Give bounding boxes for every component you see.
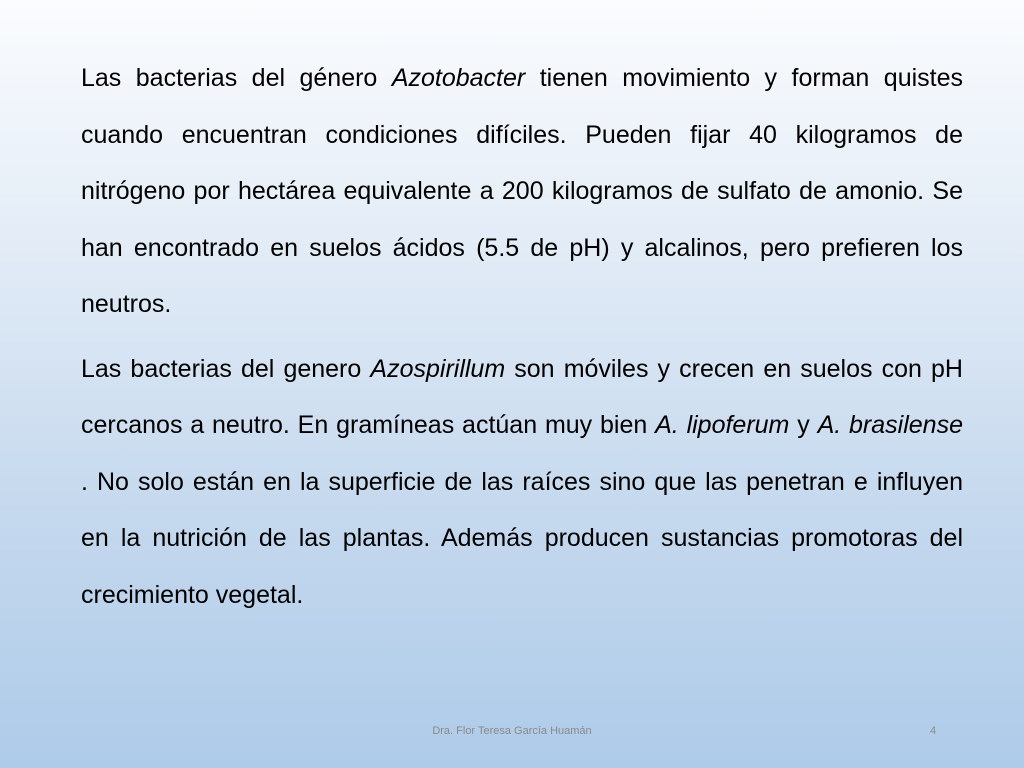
species-name-lipoferum: A. lipoferum xyxy=(655,411,790,439)
paragraph-text: Las bacterias del género xyxy=(81,64,392,92)
page-number: 4 xyxy=(930,725,937,737)
paragraph-text: y xyxy=(789,411,818,439)
paragraph-text: Las bacterias del genero xyxy=(81,354,371,383)
species-name-brasilense: A. brasilense xyxy=(817,411,963,439)
paragraph-azotobacter xyxy=(81,50,963,333)
genus-name-azospirillum: Azospirillum xyxy=(370,354,506,383)
genus-name-azotobacter: Azotobacter xyxy=(391,64,526,92)
slide-body xyxy=(81,50,963,631)
paragraph-text: tienen movimiento y forman quistes cuando encuentran condiciones difíciles. Pueden fijar 40 kilogramos de nitrógeno por hectárea equivalente a 200 kilogramos de sulfato de amonio. Se han encontrado en suelos ácidos (5.5 de pH) y alcalinos, pero prefieren los neutros. xyxy=(81,64,963,318)
paragraph-text: . No solo están en la superficie de las raíces sino que las penetran e influyen en la nutrición de las plantas. Además producen sustancias promotoras del crecimiento vegetal. xyxy=(81,467,963,609)
footer-author: Dra. Flor Teresa García Huamán xyxy=(432,725,592,737)
paragraph-azospirillum xyxy=(81,341,963,624)
paragraph-text: son móviles y crecen en suelos con pH cercanos a neutro. En gramíneas actúan muy bien xyxy=(81,354,963,439)
